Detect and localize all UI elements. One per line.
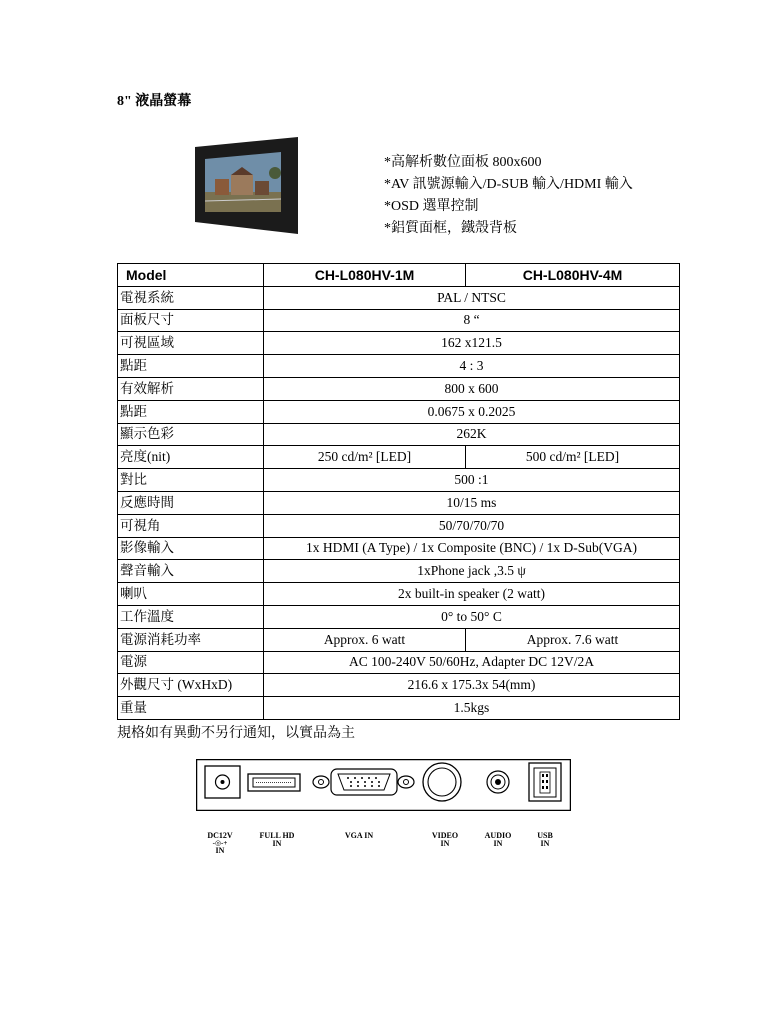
video-port-label: VIDEO IN	[431, 831, 459, 848]
row-value-model-2: Approx. 7.6 watt	[466, 628, 680, 651]
connector-panel-diagram	[196, 759, 571, 811]
table-row	[118, 651, 680, 674]
row-value: 50/70/70/70	[264, 514, 680, 537]
spec-table	[117, 263, 680, 720]
row-value: 1xPhone jack ,3.5 ψ	[264, 560, 680, 583]
header-model-1: CH-L080HV-1M	[264, 264, 466, 287]
dc-port-label: DC12V -◎-+ IN	[200, 832, 240, 855]
header-model-2: CH-L080HV-4M	[466, 264, 680, 287]
row-label: 亮度(nit)	[118, 446, 264, 469]
usb-port-icon	[529, 763, 561, 801]
row-value: 0.0675 x 0.2025	[264, 400, 680, 423]
row-value: AC 100-240V 50/60Hz, Adapter DC 12V/2A	[264, 651, 680, 674]
row-value-model-1: Approx. 6 watt	[264, 628, 466, 651]
table-row	[118, 697, 680, 720]
feature-list	[384, 152, 633, 240]
hdmi-port-label: FULL HD IN	[259, 831, 295, 848]
table-row	[118, 377, 680, 400]
usb-port-label: USB IN	[537, 831, 553, 848]
row-label: 重量	[118, 697, 264, 720]
page-title: 8" 液晶螢幕	[117, 94, 192, 109]
row-value-model-1: 250 cd/m² [LED]	[264, 446, 466, 469]
video-bnc-port-icon	[423, 763, 461, 801]
row-label: 電源消耗功率	[118, 628, 264, 651]
row-label: 工作溫度	[118, 605, 264, 628]
disclaimer-note: 規格如有異動不另行通知，以實品為主	[117, 726, 355, 741]
table-row	[118, 560, 680, 583]
table-row	[118, 514, 680, 537]
row-value: 1x HDMI (A Type) / 1x Composite (BNC) / 1x D-Sub(VGA)	[264, 537, 680, 560]
row-label: 顯示色彩	[118, 423, 264, 446]
table-header-row	[118, 264, 680, 287]
table-row	[118, 309, 680, 332]
table-row	[118, 628, 680, 651]
row-label: 點距	[118, 400, 264, 423]
port-labels	[196, 832, 571, 862]
table-row	[118, 286, 680, 309]
row-value: 8 “	[264, 309, 680, 332]
row-label: 點距	[118, 355, 264, 378]
table-row	[118, 491, 680, 514]
vga-port-label: VGA IN	[344, 831, 374, 840]
row-label: 影像輸入	[118, 537, 264, 560]
row-label: 對比	[118, 469, 264, 492]
row-value: 800 x 600	[264, 377, 680, 400]
table-row	[118, 537, 680, 560]
row-value: PAL / NTSC	[264, 286, 680, 309]
row-value: 1.5kgs	[264, 697, 680, 720]
row-value-model-2: 500 cd/m² [LED]	[466, 446, 680, 469]
audio-port-label: AUDIO IN	[484, 831, 512, 848]
row-value: 216.6 x 175.3x 54(mm)	[264, 674, 680, 697]
feature-item: *鋁質面框，鐵殼背板	[384, 221, 517, 236]
header-model: Model	[118, 264, 264, 287]
audio-port-icon	[487, 771, 509, 793]
row-value: 500 :1	[264, 469, 680, 492]
hdmi-port-icon	[248, 774, 300, 791]
feature-item: *高解析數位面板 800x600	[384, 155, 542, 170]
table-row	[118, 355, 680, 378]
table-row	[118, 423, 680, 446]
dc-polarity-icon: -◎-+	[212, 839, 228, 847]
table-row	[118, 400, 680, 423]
table-row	[118, 446, 680, 469]
row-value: 4 : 3	[264, 355, 680, 378]
row-label: 聲音輸入	[118, 560, 264, 583]
row-value: 0° to 50° C	[264, 605, 680, 628]
feature-item: *OSD 選單控制	[384, 199, 479, 214]
row-label: 反應時間	[118, 491, 264, 514]
row-label: 電源	[118, 651, 264, 674]
monitor-product-image	[195, 137, 298, 234]
row-label: 外觀尺寸 (WxHxD)	[118, 674, 264, 697]
row-label: 可視角	[118, 514, 264, 537]
row-value: 10/15 ms	[264, 491, 680, 514]
row-label: 電視系統	[118, 286, 264, 309]
table-row	[118, 605, 680, 628]
table-row	[118, 332, 680, 355]
table-row	[118, 674, 680, 697]
table-row	[118, 469, 680, 492]
dc-power-port-icon	[205, 766, 240, 798]
row-label: 有效解析	[118, 377, 264, 400]
row-value: 2x built-in speaker (2 watt)	[264, 583, 680, 606]
row-label: 可視區域	[118, 332, 264, 355]
table-row	[118, 583, 680, 606]
row-label: 喇叭	[118, 583, 264, 606]
row-value: 262K	[264, 423, 680, 446]
row-value: 162 x121.5	[264, 332, 680, 355]
feature-item: *AV 訊號源輸入/D-SUB 輸入/HDMI 輸入	[384, 177, 633, 192]
row-label: 面板尺寸	[118, 309, 264, 332]
